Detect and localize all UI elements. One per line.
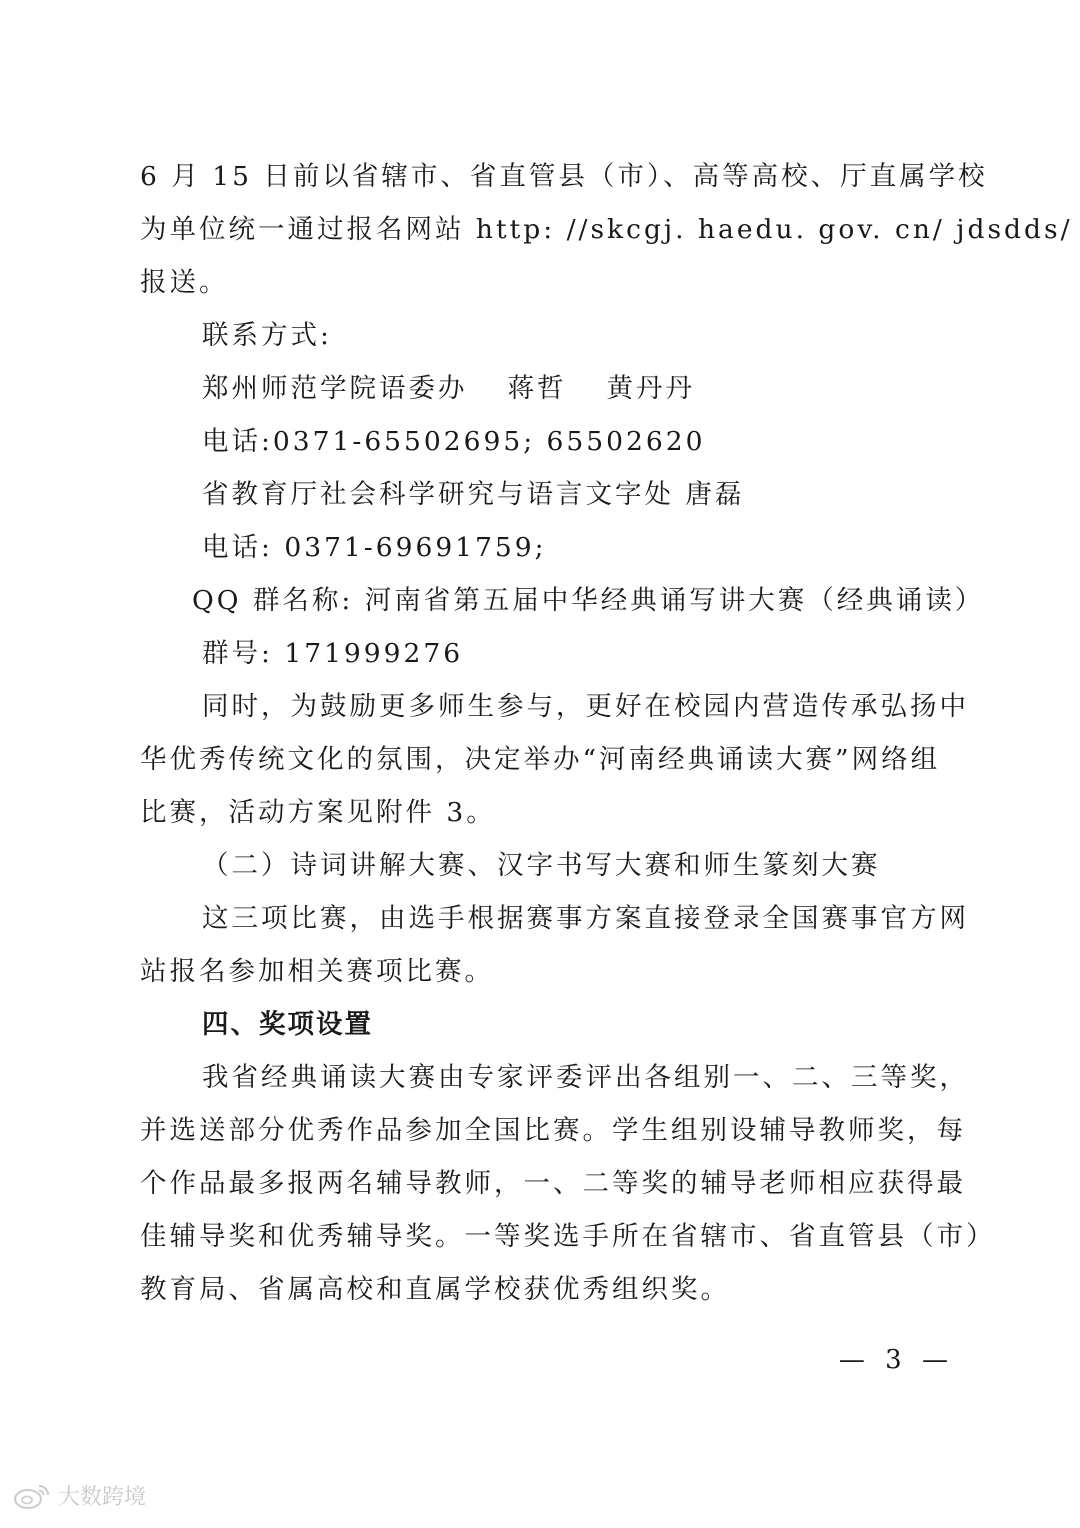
contact-name-2: 黄丹丹 [606, 373, 695, 404]
page-number: — 3 — [838, 1345, 954, 1375]
text-line: 站报名参加相关赛项比赛。 [140, 956, 494, 987]
text-line: 同时，为鼓励更多师生参与，更好在校园内营造传承弘扬中 [202, 691, 969, 722]
section-heading: 四、奖项设置 [202, 1009, 373, 1040]
contact-org: 郑州师范学院语委办 [202, 373, 468, 404]
text-line: 6 月 15 日前以省辖市、省直管县（市）、高等高校、厅直属学校 [140, 161, 988, 192]
watermark-text: 大数跨境 [58, 1485, 147, 1510]
text-line: 佳辅导奖和优秀辅导奖。一等奖选手所在省辖市、省直管县（市） [140, 1221, 996, 1252]
text-line-url: 为单位统一通过报名网站 http: //skcgj. haedu. gov. cn/ jdsdds/ [140, 214, 1073, 245]
document-body [140, 150, 1073, 1316]
contact-phone-1: 电话:0371-65502695; 65502620 [202, 426, 706, 457]
watermark [12, 1480, 146, 1511]
weibo-logo-icon [12, 1482, 52, 1510]
text-line: 我省经典诵读大赛由专家评委评出各组别一、二、三等奖， [202, 1062, 969, 1093]
section-subheading: （二）诗词讲解大赛、汉字书写大赛和师生篆刻大赛 [202, 850, 881, 881]
text-line: 比赛，活动方案见附件 3。 [140, 797, 496, 828]
qq-group-number: 群号: 171999276 [202, 638, 464, 669]
contact-line-2: 省教育厅社会科学研究与语言文字处 唐磊 [202, 479, 745, 510]
contact-line-1 [140, 362, 955, 415]
text-line: 报送。 [140, 267, 229, 298]
contact-heading: 联系方式: [202, 320, 332, 351]
contact-name-1: 蒋哲 [507, 373, 567, 404]
text-line: 这三项比赛，由选手根据赛事方案直接登录全国赛事官方网 [202, 903, 969, 934]
text-line: 并选送部分优秀作品参加全国比赛。学生组别设辅导教师奖，每 [140, 1115, 966, 1146]
text-line: 华优秀传统文化的氛围，决定举办“河南经典诵读大赛”网络组 [140, 744, 941, 775]
text-line: 教育局、省属高校和直属学校获优秀组织奖。 [140, 1274, 730, 1305]
qq-group-name: QQ 群名称: 河南省第五届中华经典诵写讲大赛（经典诵读） [192, 585, 985, 616]
contact-phone-2: 电话: 0371-69691759; [202, 532, 547, 563]
text-line: 个作品最多报两名辅导教师，一、二等奖的辅导老师相应获得最 [140, 1168, 966, 1199]
